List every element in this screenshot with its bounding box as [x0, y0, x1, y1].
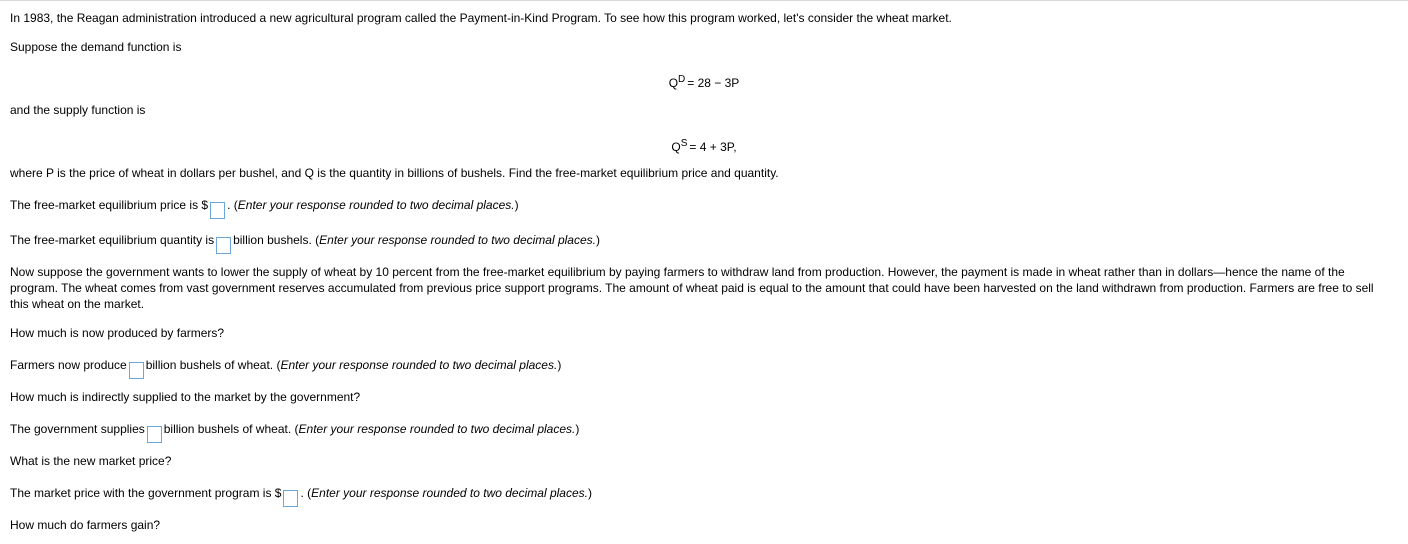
q4-after: billion bushels of wheat. — [163, 422, 292, 436]
q5-before: The market price with the government program is $ — [10, 486, 282, 500]
question-farmers-produce: Farmers now produce billion bushels of wheat. (Enter your response rounded to two decimal places.) — [10, 357, 561, 379]
q5-hint: Enter your response rounded to two decimal places. — [311, 486, 588, 500]
q4-hint: Enter your response rounded to two decimal places. — [298, 422, 576, 436]
supply-eq-q: Q — [671, 140, 681, 154]
ask-price-text: What is the new market price? — [10, 454, 172, 468]
new-market-price-input[interactable] — [283, 490, 298, 507]
q3-before: Farmers now produce — [10, 358, 127, 372]
q3-hint: Enter your response rounded to two decimal places. — [280, 358, 558, 372]
q2-hint: Enter your response rounded to two decimal places. — [319, 233, 596, 247]
ask-produced-text: How much is now produced by farmers? — [10, 326, 225, 340]
demand-intro-text: Suppose the demand function is — [10, 40, 182, 54]
supply-intro-text: and the supply function is — [10, 103, 146, 117]
top-border — [0, 0, 1408, 1]
equilibrium-quantity-input[interactable] — [216, 237, 231, 254]
equilibrium-price-input[interactable] — [210, 202, 225, 219]
question-equilibrium-price: The free-market equilibrium price is $ . (Enter your response rounded to two decimal places.) — [10, 197, 519, 219]
question-new-market-price: The market price with the government program is $ . (Enter your response rounded to two decimal places.) — [10, 485, 592, 507]
scenario-paragraph: Now suppose the government wants to lower the supply of wheat by 10 percent from the free-market equilibrium by paying farmers to withdraw land from production. However, the payment is made in wheat rather than in dollars—hence the name of the program. The wheat comes from vast government reserves accumulated from previous price support programs. The amount of wheat paid is equal to the amount that could have been harvested on the land withdrawn from production. Farmers are free to sell this wheat on the market. — [10, 265, 1374, 311]
where-text: where P is the price of wheat in dollars per bushel, and Q is the quantity in billions of bushels. Find the free-market equilibrium price and quantity. — [10, 166, 779, 180]
demand-eq-sup: D — [678, 74, 686, 85]
government-supplies-input[interactable] — [147, 426, 162, 443]
q2-after: billion bushels. — [233, 233, 312, 247]
q1-before: The free-market equilibrium price is $ — [10, 198, 209, 212]
q5-after: . — [300, 486, 304, 500]
demand-eq-rhs: = 28 − 3P — [687, 76, 740, 90]
q1-hint: Enter your response rounded to two decimal places. — [237, 198, 515, 212]
farmers-produce-input[interactable] — [129, 362, 144, 379]
q2-before: The free-market equilibrium quantity is — [10, 233, 215, 247]
question-equilibrium-quantity: The free-market equilibrium quantity is billion bushels. (Enter your response rounded to two decimal places.) — [10, 232, 600, 254]
supply-eq-rhs: = 4 + 3P, — [689, 140, 737, 154]
demand-eq-q: Q — [668, 76, 679, 90]
demand-equation — [0, 72, 1408, 91]
q1-after: . — [227, 198, 231, 212]
q4-before: The government supplies — [10, 422, 145, 436]
intro-text: In 1983, the Reagan administration introduced a new agricultural program called the Payment-in-Kind Program. To see how this program worked, let's consider the wheat market. — [10, 11, 952, 25]
ask-gain-text: How much do farmers gain? — [10, 518, 161, 532]
ask-supplied-text: How much is indirectly supplied to the market by the government? — [10, 390, 361, 404]
question-government-supplies: The government supplies billion bushels of wheat. (Enter your response rounded to two decimal places.) — [10, 421, 579, 443]
supply-eq-sup: S — [680, 138, 688, 149]
q3-after: billion bushels of wheat. — [145, 358, 274, 372]
supply-equation — [0, 136, 1408, 155]
